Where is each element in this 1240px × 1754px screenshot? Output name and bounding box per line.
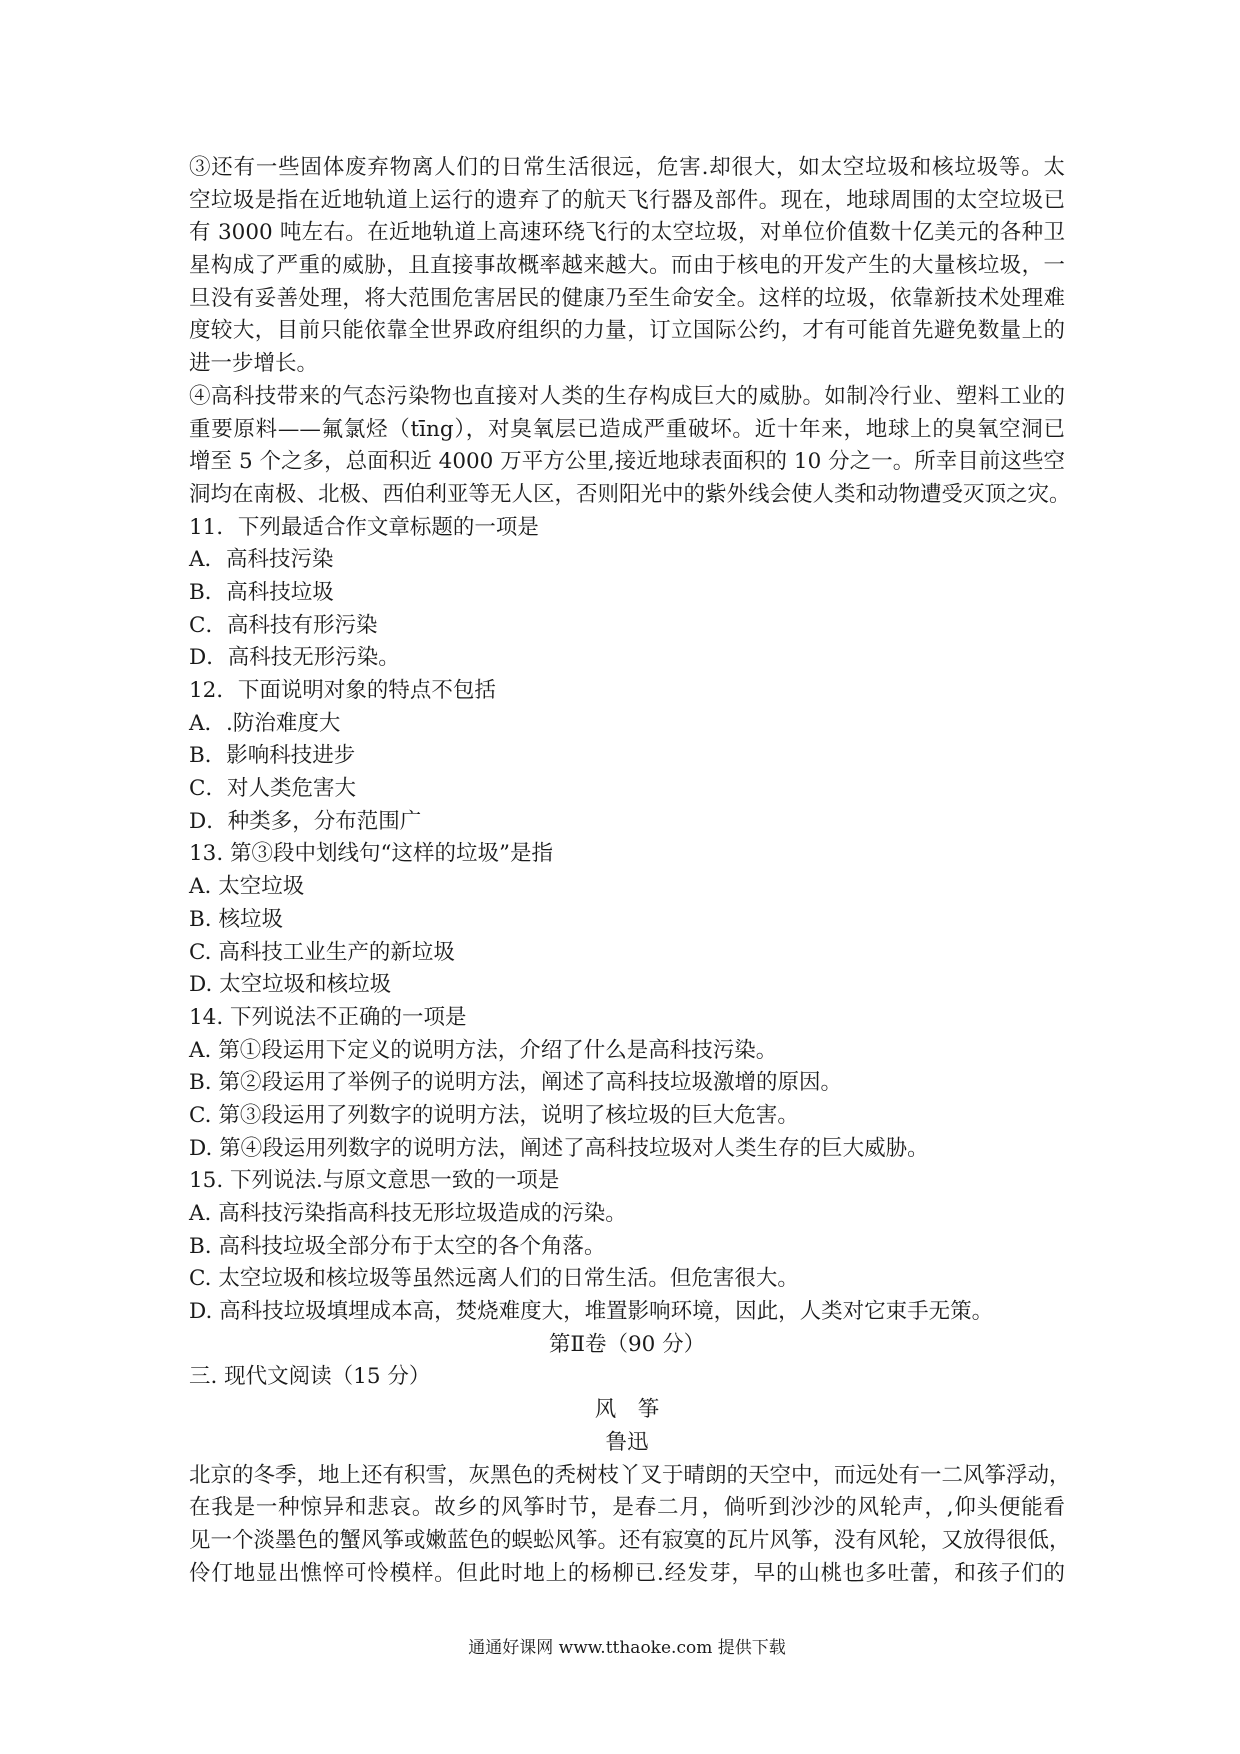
option-c: C．对人类危害大 bbox=[189, 776, 356, 802]
passage-line: 旦没有妥善处理，将大范围危害居民的健康乃至生命安全。这样的垃圾，依靠新技术处理难 bbox=[189, 285, 1065, 311]
option-c: C．高科技有形污染 bbox=[189, 612, 378, 638]
passage-line: 有 3000 吨左右。在近地轨道上高速环绕飞行的太空垃圾，对单位价值数十亿美元的各种卫 bbox=[189, 220, 1065, 246]
part-title: 第Ⅱ卷（90 分） bbox=[548, 1331, 706, 1357]
option-d: D. 第④段运用列数字的说明方法，阐述了高科技垃圾对人类生存的巨大威胁。 bbox=[189, 1135, 929, 1161]
question-stem: 12．下面说明对象的特点不包括 bbox=[189, 678, 496, 703]
passage-line: 增至 5 个之多，总面积近 4000 万平方公里,接近地球表面积的 10 分之一。所幸目前这些空 bbox=[189, 449, 1065, 475]
section-heading: 三. 现代文阅读（15 分） bbox=[189, 1364, 431, 1390]
option-a: A．.防治难度大 bbox=[189, 710, 341, 736]
option-b: B．高科技垃圾 bbox=[189, 579, 334, 605]
essay-line: 北京的冬季，地上还有积雪，灰黑色的秃树枝丫叉于晴朗的天空中，而远处有一二风筝浮动， bbox=[189, 1462, 1071, 1488]
page-content bbox=[189, 152, 1071, 1590]
passage-line: 进一步增长。 bbox=[189, 351, 319, 377]
option-b: B. 高科技垃圾全部分布于太空的各个角落。 bbox=[189, 1233, 606, 1259]
passage-line: 洞均在南极、北极、西伯利亚等无人区，否则阳光中的紫外线会使人类和动物遭受灭顶之灾。 bbox=[189, 481, 1071, 507]
passage-line: 星构成了严重的威胁，且直接事故概率越来越大。而由于核电的开发产生的大量核垃圾，一 bbox=[189, 253, 1065, 279]
question-stem: 13. 第③段中划线句“这样的垃圾”是指 bbox=[189, 841, 554, 867]
passage-line: ④高科技带来的气态污染物也直接对人类的生存构成巨大的威胁。如制冷行业、塑料工业的 bbox=[189, 383, 1065, 409]
option-d: D．高科技无形污染。 bbox=[189, 645, 400, 671]
option-d: D．种类多，分布范围广 bbox=[189, 808, 422, 834]
question-stem: 15. 下列说法.与原文意思一致的一项是 bbox=[189, 1168, 560, 1194]
option-b: B．影响科技进步 bbox=[189, 743, 356, 769]
essay-line: 伶仃地显出憔悴可怜模样。但此时地上的杨柳已.经发芽，早的山桃也多吐蕾，和孩子们的 bbox=[189, 1560, 1065, 1586]
essay-title: 风 筝 bbox=[594, 1397, 660, 1423]
question-stem: 14. 下列说法不正确的一项是 bbox=[189, 1004, 467, 1030]
option-a: A．高科技污染 bbox=[189, 547, 334, 573]
option-b: B. 核垃圾 bbox=[189, 906, 283, 932]
passage-line: 度较大，目前只能依靠全世界政府组织的力量，订立国际公约，才有可能首先避免数量上的 bbox=[189, 318, 1065, 344]
essay-author: 鲁迅 bbox=[605, 1429, 649, 1455]
passage-line: 重要原料——氟氯烃（tīng），对臭氧层已造成严重破坏。近十年来，地球上的臭氧空洞已 bbox=[189, 416, 1065, 442]
option-d: D. 高科技垃圾填埋成本高，焚烧难度大，堆置影响环境，因此，人类对它束手无策。 bbox=[189, 1299, 994, 1325]
option-c: C. 高科技工业生产的新垃圾 bbox=[189, 939, 455, 965]
passage-line: 空垃圾是指在近地轨道上运行的遗弃了的航天飞行器及部件。现在，地球周围的太空垃圾已 bbox=[189, 187, 1065, 213]
essay-line: 见一个淡墨色的蟹风筝或嫩蓝色的蜈蚣风筝。还有寂寞的瓦片风筝，没有风轮，又放得很低， bbox=[189, 1527, 1071, 1553]
option-b: B. 第②段运用了举例子的说明方法，阐述了高科技垃圾激增的原因。 bbox=[189, 1070, 842, 1096]
option-a: A. 高科技污染指高科技无形垃圾造成的污染。 bbox=[189, 1201, 627, 1226]
passage-line: ③还有一些固体废弃物离人们的日常生活很远，危害.却很大，如太空垃圾和核垃圾等。太 bbox=[189, 155, 1065, 180]
question-stem: 11．下列最适合作文章标题的一项是 bbox=[189, 514, 539, 540]
option-a: A. 第①段运用下定义的说明方法，介绍了什么是高科技污染。 bbox=[189, 1037, 778, 1063]
option-c: C. 太空垃圾和核垃圾等虽然远离人们的日常生活。但危害很大。 bbox=[189, 1266, 799, 1292]
essay-line: 在我是一种惊异和悲哀。故乡的风筝时节，是春二月，倘听到沙沙的风轮声，,仰头便能看 bbox=[189, 1495, 1065, 1521]
option-c: C. 第③段运用了列数字的说明方法，说明了核垃圾的巨大危害。 bbox=[189, 1102, 799, 1128]
option-a: A. 太空垃圾 bbox=[189, 874, 305, 900]
option-d: D. 太空垃圾和核垃圾 bbox=[189, 972, 392, 998]
page-footer: 通通好课网 www.tthaoke.com 提供下载 bbox=[468, 1638, 786, 1658]
